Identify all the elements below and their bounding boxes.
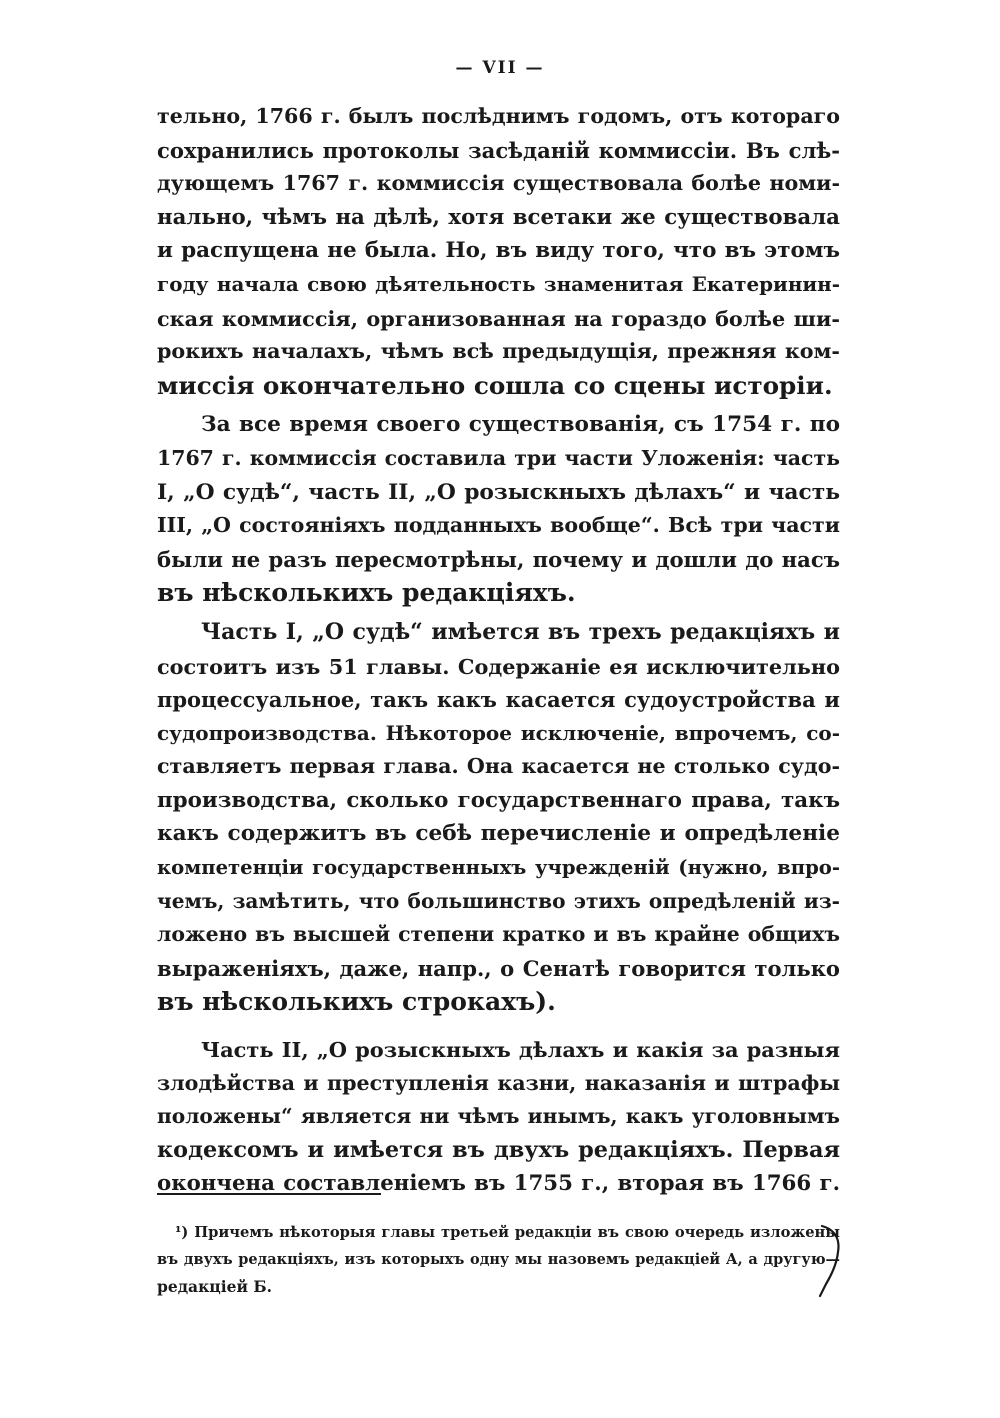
text-line: какъ содержитъ въ себѣ перечисленіе и опредѣленіе: [157, 821, 840, 847]
text-line: За все время своего существованія, съ 1754 г. по: [201, 412, 840, 438]
text-line: процессуальное, такъ какъ касается судоустройства и: [157, 687, 840, 713]
text-line: III, „О состояніяхъ подданныхъ вообще“. Всѣ три части: [157, 513, 840, 538]
text-line: въ нѣсколькихъ редакціяхъ.: [157, 578, 576, 608]
paragraph-2: [157, 408, 840, 610]
text-line: сохранились протоколы засѣданій коммиссіи. Въ слѣ-: [157, 137, 840, 163]
text-line: ложено въ высшей степени кратко и въ крайне общихъ: [157, 922, 840, 947]
text-line: чемъ, замѣтить, что большинство этихъ опредѣленій из-: [157, 888, 840, 913]
paragraph-1: [157, 100, 840, 402]
body-text: [157, 100, 840, 1201]
paragraph-4: [157, 1033, 840, 1201]
text-line: злодѣйства и преступленія казни, наказанія и штрафы: [157, 1070, 840, 1095]
text-line: миссія окончательно сошла со сцены исторіи.: [157, 370, 833, 400]
text-line: ставляетъ первая глава. Она касается не столько судо-: [157, 754, 840, 779]
text-line: выраженіяхъ, даже, напр., о Сенатѣ говорится только: [157, 955, 840, 981]
text-line: тельно, 1766 г. былъ послѣднимъ годомъ, отъ котораго: [157, 104, 840, 128]
text-line: дующемъ 1767 г. коммиссія существовала болѣе номи-: [157, 171, 840, 196]
page-number: — VII —: [455, 58, 545, 78]
text-line: 1767 г. коммиссія составила три части Уложенія: часть: [157, 445, 840, 470]
text-line: нально, чѣмъ на дѣлѣ, хотя всетаки же существовала: [157, 204, 840, 230]
text-line: и распущена не была. Но, въ виду того, что въ этомъ: [157, 238, 840, 264]
text-line: были не разъ пересмотрѣны, почему и дошли до насъ: [157, 546, 840, 572]
text-line: въ нѣсколькихъ строкахъ).: [157, 987, 556, 1017]
handwritten-bracket-mark: [818, 1222, 846, 1302]
text-line: производства, сколько государственнаго права, такъ: [157, 787, 840, 813]
text-line: рокихъ началахъ, чѣмъ всѣ предыдущія, прежняя ком-: [157, 339, 840, 364]
text-line: компетенціи государственныхъ учрежденій (нужно, впро-: [157, 856, 840, 880]
text-line: положены“ является ни чѣмъ инымъ, какъ уголовнымъ: [157, 1104, 840, 1129]
text-line: году начала свою дѣятельность знаменитая Екатеринин-: [157, 271, 840, 296]
footnote-line: редакціей Б.: [157, 1277, 273, 1296]
text-line: Часть II, „О розыскныхъ дѣлахъ и какія за разныя: [201, 1037, 840, 1063]
paragraph-3: [157, 616, 840, 1019]
text-line: судопроизводства. Нѣкоторое исключеніе, впрочемъ, со-: [157, 720, 840, 745]
text-line: ская коммиссія, организованная на гораздо болѣе ши-: [157, 305, 840, 331]
footnote-line: ¹) Причемъ нѣкоторыя главы третьей редакціи въ свою очередь изложены: [175, 1224, 840, 1241]
text-line: состоитъ изъ 51 главы. Содержаніе ея исключительно: [157, 653, 840, 679]
footnote: [157, 1219, 840, 1300]
footnote-divider: [157, 1193, 381, 1195]
footnote-line: въ двухъ редакціяхъ, изъ которыхъ одну мы назовемъ редакціей А, а другую—: [157, 1251, 840, 1268]
text-line: Часть I, „О судѣ“ имѣется въ трехъ редакціяхъ и: [201, 618, 840, 645]
text-line: окончена составленіемъ въ 1755 г., вторая въ 1766 г.: [157, 1171, 840, 1197]
text-line: I, „О судѣ“, часть II, „О розыскныхъ дѣлахъ“ и часть: [157, 479, 840, 505]
text-line: кодексомъ и имѣется въ двухъ редакціяхъ. Первая: [157, 1136, 840, 1163]
